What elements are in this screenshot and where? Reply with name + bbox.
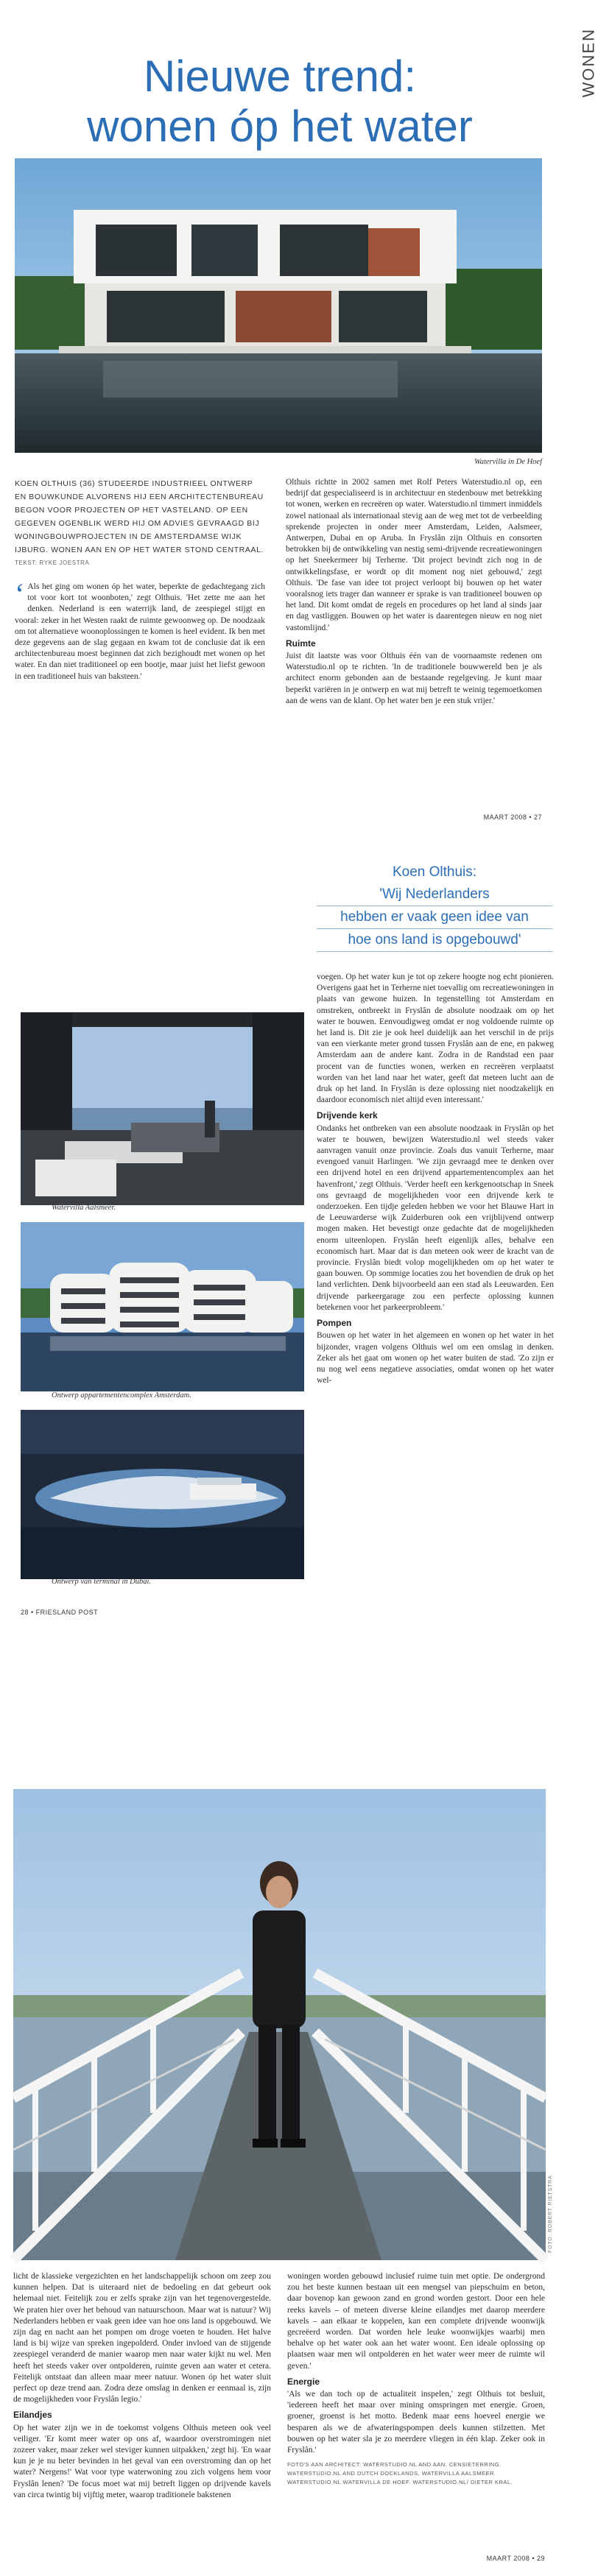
heading-pompen: Pompen (317, 1318, 352, 1329)
page3-col1-body-2: Op het water zijn we in de toekomst volgens Olthuis meteen ook veel veiliger. 'Er komt meer water op ons af, waardoor overstromingen niet zozeer vaker, maar zeker wel steviger kunnen uitpakken,' zegt hij. 'En waar kun je je nu beter bevinden in het geval van een overstroming dan op het water? Nergens!' Wat voor type waterwoning zou zich volgens hem voor Fryslân lenen? 'De focus moet wat mij betreft liggen op drijvende kavels van circa twintig bij vijftig meter, waarop traditionele bakstenen (13, 2423, 271, 2499)
photo-sources: FOTO'S AAN ARCHITECT: WATERSTUDIO.NL AND AAN. CENSIETERRING. WATERSTUDIO.NL AND DUTCH DOCKLANDS, WATERVILLA AALSMEER. WATERSTUDIO.NL WATERVILLA DE HOEF. WATERSTUDIO.NL/ DIETER KRAL. (287, 2461, 513, 2486)
caption-appartementencomplex: Ontwerp appartementencomplex Amsterdam. (52, 1391, 191, 1400)
heading-eilandjes: Eilandjes (13, 2410, 52, 2421)
right-body-2: Juist dit laatste was voor Olthuis één van de voornaamste redenen om Waterstudio.nl op te richten. 'In de traditionele bouwwereld ben je als architect enorm gebonden aan de bestaande regelgeving. Je kunt maar beperkt variëren in je ontwerp en wat mij betreft te weinig tegemoetkomen aan de wens van de klant. Op het water ben je een stuk vrijer.' (286, 652, 542, 705)
heading-drijvende-kerk: Drijvende kerk (317, 1110, 378, 1121)
photo-credit: FOTO: ROBERT RIETSTRA (548, 2175, 553, 2253)
section-label: WONEN (579, 28, 597, 98)
title-line-1: Nieuwe trend: (143, 52, 417, 101)
page2-right-column (317, 972, 554, 1389)
page2-body-2: Ondanks het ontbreken van een absolute noodzaak in Fryslân op het water te bouwen, bewijzen Waterstudio.nl wel steeds vaker aanvragen vanuit onze provincie. Zoals dus vanuit Terherne, maar evengoed vanuit Harlingen. 'We zijn gevraagd mee te denken over een drijvend hotel en een drijvend appartementencomplex aan het havenfront,' zegt Olthuis. 'Verder heeft een kerkgenootschap in Sneek ons gevraagd de mogelijkheden voor een drijvende kerk te onderzoeken. Een tijdje geleden hebben we voor het Blauwe Hart in de Leeuwarderse wijk Zuiderburen ook een vrijblijvend ontwerp mogen maken. Het bevestigt onze gedachte dat de mogelijkheden enorm uiteenlopen. Fryslân heeft eigenlijk alles, behalve een economisch hart. Maar dat is dan meteen ook weer de kracht van de provincie. Fryslân biedt volop mogelijkheden om op het water te gaan bouwen. Op sommige locaties zou het bovendien de druk op het land verlichten. Denk bijvoorbeeld aan een stad als Leeuwarden. Een drijvende parkeergarage zou een perfecte oplossing kunnen betekenen voor het parkeerprobleem.' (317, 1123, 554, 1312)
page-title (22, 52, 538, 152)
title-line-2: wonen óp het water (87, 102, 473, 151)
quote-line-2: hebben er vaak geen idee van (317, 906, 552, 929)
page-2 (0, 839, 589, 1671)
page3-col-1 (13, 2271, 271, 2504)
page2-body-3: Bouwen op het water in het algemeen en wonen op het water in het bijzonder, vragen volgens Olthuis wel om een omslag in denken. Zeker als het gaat om wonen op het water buiten de stad. 'Zo zijn er nu nog wel eens negatieve associaties, omdat wonen op het water wel- (317, 1331, 554, 1386)
heading-ruimte: Ruimte (286, 638, 316, 649)
heading-energie: Energie (287, 2376, 320, 2387)
right-column (286, 477, 542, 710)
folio-28: 28 • FRIESLAND POST (21, 1609, 99, 1616)
quote-line-3: hoe ons land is opgebouwd' (317, 929, 552, 952)
photo-terminal-dubai (21, 1410, 304, 1579)
page2-body-1: voegen. Op het water kun je tot op zekere hoogte nog echt pionieren. Overigens gaat het in Terherne niet toevallig om recreatiewoningen in plaats van gewone huizen. In tegenstelling tot Amsterdam en omstreken, ontbreekt in Fryslân de absolute noodzaak om op het water te bouwen. Eenvoudigweg omdat er nog voldoende ruimte op het land is. Dit zie je ook heel duidelijk aan het verschil in de prijs van een vierkante meter grond tussen Fryslân aan de ene, en pakweg Amsterdam aan de andere kant. Zodra in de Randstad een paar procent van de functies wonen, werken en recreëren verplaatst worden van het land naar het water, geeft dat meteen lucht aan de druk op het land. In Fryslân is deze oplossing niet noodzakelijk en daardoor economisch niet altijd even interessant.' (317, 973, 554, 1105)
quote-name: Koen Olthuis: (392, 864, 477, 880)
drop-cap: ‘ (15, 577, 25, 610)
folio-27: MAART 2008 • 27 (483, 814, 542, 821)
page3-col-2 (287, 2271, 545, 2490)
pull-quote (317, 861, 552, 952)
hero-caption: Watervilla in De Hoef (474, 458, 542, 466)
page-1 (0, 0, 597, 839)
page-3 (0, 1671, 589, 2576)
byline: TEKST: RYKE JOESTRA (15, 560, 90, 566)
page3-col2-body-2: 'Als we dan toch op de actualiteit inspelen,' zegt Olthuis tot besluit, 'iedereen heeft het maar over mining omspringen met energie. Groen, groener, groenst is het motto. Bedenk maar eens hoeveel energie we besparen als we de afwateringspompen deels kunnen stilzetten. Met bouwen op het water sla je zo meerdere vliegen in één klap. Zeker ook in Fryslân.' (287, 2390, 545, 2455)
photo-koen-olthuis-jetty (13, 1789, 546, 2260)
photo-watervilla-aalsmeer (21, 1012, 304, 1205)
caption-watervilla-aalsmeer: Watervilla Aalsmeer. (52, 1204, 116, 1212)
left-body: Als het ging om wonen óp het water, beperkte de gedachtegang zich tot voor kort tot woonboten,' zegt Olthuis. 'Het zette me aan het denken. Nederland is een waterrijk land, de zeespiegel stijgt en vooral: zeker in het Westen raakt de ruimte gewoonweg op. De noodzaak om tot alternatieve woonoplossingen te komen is heel evident. Ik ben met deze gegevens aan de slag gegaan en kwam tot de conclusie dat ik een architectenbureau moest beginnen dat zich bezighoudt met wonen op het water. En dan niet traditioneel op een bootje, maar juist het liefst gewoon in een traditioneel huis van baksteen.' (15, 582, 265, 681)
photo-appartementencomplex (21, 1222, 304, 1391)
right-body-1: Olthuis richtte in 2002 samen met Rolf Peters Waterstudio.nl op, een bedrijf dat gespecialiseerd is in architectuur en stedenbouw met betrekking tot wonen, werken en recreëren op water. Waterstudio.nl timmert inmiddels zowel nationaal als internationaal stevig aan de weg met tot de verbeelding sprekende projecten in onder meer Amsterdam, Leiden, Aalsmeer, Antwerpen, Dubai en op Aruba. In Fryslân zijn Olthuis en consorten betrokken bij de ontwikkeling van nestig semi-drijvende recreatiewoningen op het Sneekermeer bij Terherne. 'Dit project bevindt zich nog in de ontwikkelingsfase, er wordt op dit moment nog niet gebouwd,' zegt Olthuis. 'De fase van idee tot project verloopt bij bouwen op het water vooralsnog iets trager dan wanneer er sprake is van traditioneel bouwen op het land. Dit komt omdat de regels en procedures op het land al sinds jaar en dag vastliggen. Bouwen op het water is daarentegen nieuw en nog niet vastomlijnd.' (286, 478, 542, 632)
intro-text: KOEN OLTHUIS (36) STUDEERDE INDUSTRIEEL ONTWERP EN BOUWKUNDE ALVORENS HIJ EEN ARCHITECTENBUREAU BEGON VOOR PROJECTEN OP HET VASTELAND. OP EEN GEGEVEN OGENBLIK WERD HIJ OM ADVIES GEVRAAGD BIJ WONINGBOUWPROJECTEN IN DE AMSTERDAMSE WIJK IJBURG. WONEN AAN EN OP HET WATER STOND CENTRAAL. (15, 479, 264, 554)
page3-col1-body-1: licht de klassieke vergezichten en het landschappelijk schoon om zeep zou kunnen helpen. Dat is uiteraard niet de bedoeling en dat gebeurt ook helemaal niet. Feitelijk zou er zelfs sprake zijn van het tegenovergestelde. We praten hier over het behoud van natuurschoon. Maar wat is natuur? Wij Nederlanders hebben er vaak geen idee van hoe ons land is opgebouwd. We zijn dag en nacht aan het pompen om droge voeten te houden. Het halve land is bij wijze van spreken ingepolderd. Onder invloed van de stijgende zeespiegel veranderd de manier waarop men naar water kijkt nu wel. Men heeft het steeds vaker over ontpolderen, ruimte geven aan water et cetera. Feitelijk ontstaat dan alleen maar meer natuur. Wonen óp het water sluit perfect op deze trend aan. Zodra deze omslag in denken er eenmaal is, zijn de mogelijkheden voor Fryslân legio.' (13, 2272, 271, 2404)
caption-terminal-dubai: Ontwerp van terminal in Dubai. (52, 1578, 152, 1586)
quote-line-1: 'Wij Nederlanders (317, 883, 552, 906)
page3-col2-body-1: woningen worden gebouwd inclusief ruime tuin met optie. De ondergrond zou het beste kunnen bestaan uit een mengsel van piepschuim en beton, daar bovenop kan gewoon zand en grond worden gestort. Door een hele reeks kavels – of meteen diverse kleine eilandjes met daarop meerdere kavels – aan elkaar te koppelen, kan een complete drijvende woonwijk gecreëerd worden. Dat worden hele leuke woonwijkjes waarbij men behalve op het water ook aan het water woont. Een ideale oplossing op plaatsen waar men wil ontpolderen en het water weer meer de ruimte wil geven.' (287, 2272, 545, 2371)
hero-photo-watervilla (15, 158, 542, 453)
folio-29: MAART 2008 • 29 (486, 2555, 545, 2562)
left-column (15, 577, 265, 685)
